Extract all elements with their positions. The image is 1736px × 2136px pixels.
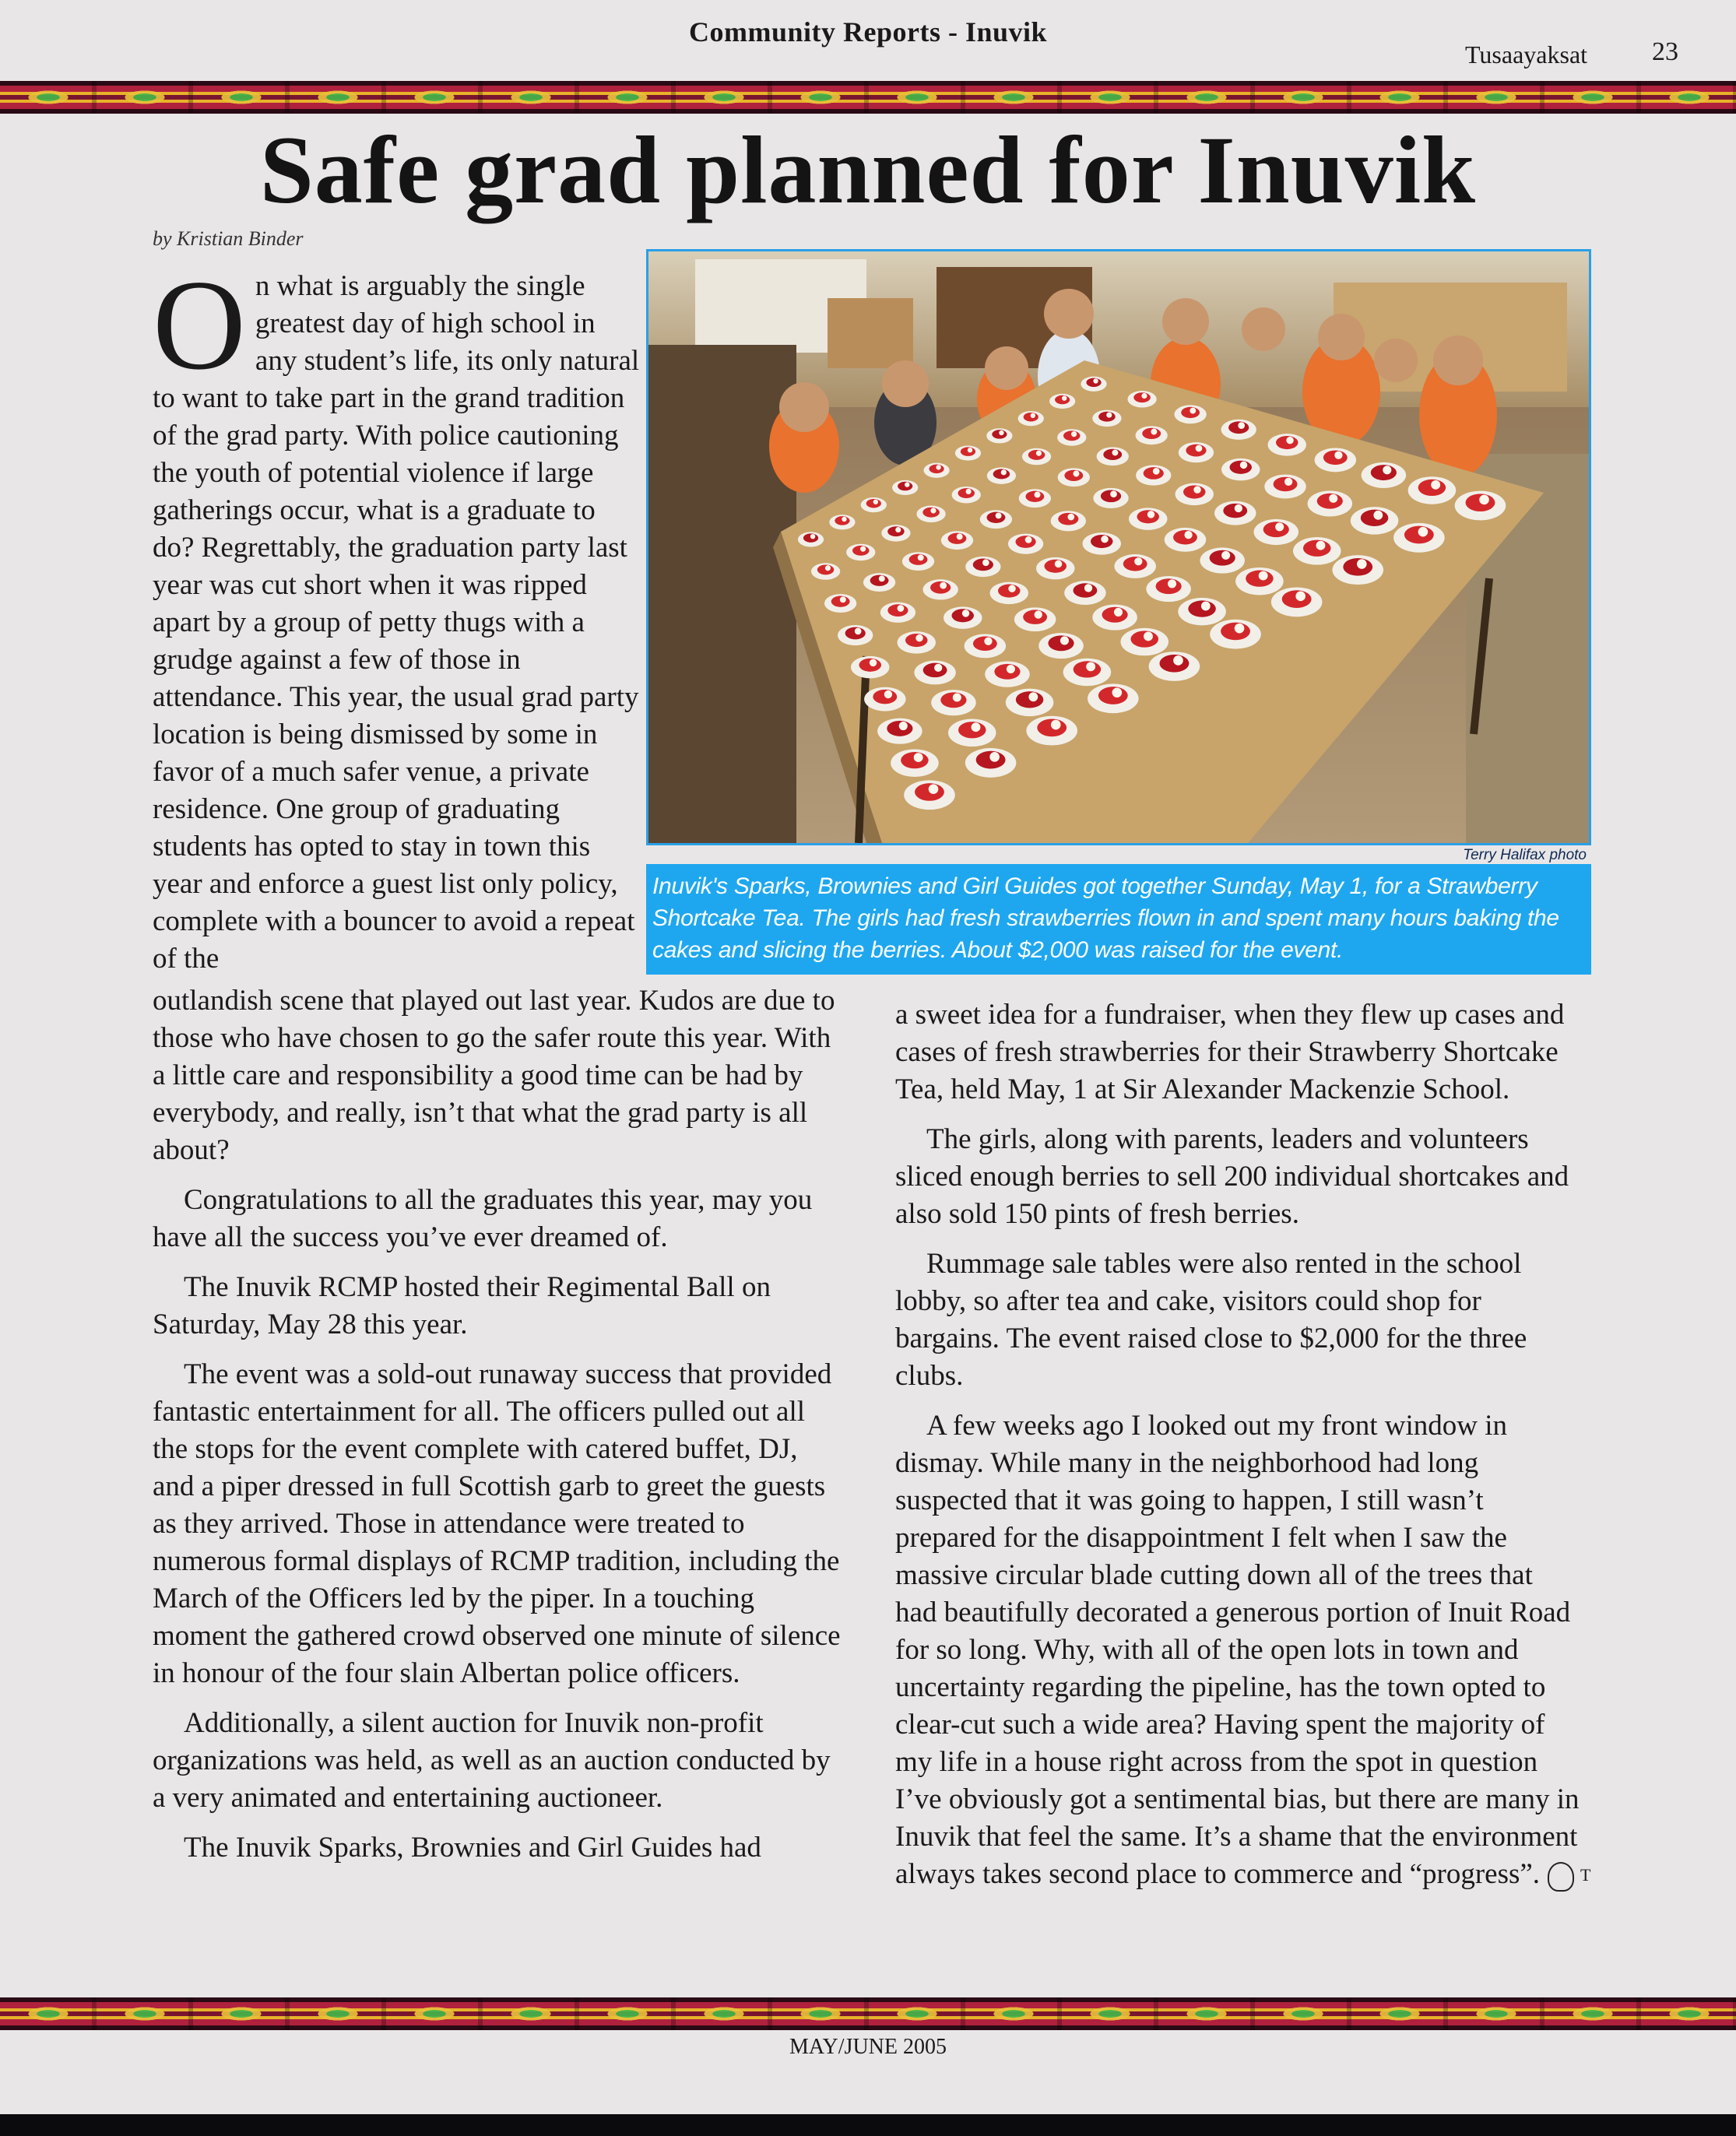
photo-caption: Inuvik's Sparks, Brownies and Girl Guides got together Sunday, May 1, for a Strawberry Shortcake Tea. The girls had fresh strawberries flown in and spent many hours baking the cakes and slicing the berries. About $2,000 was raised for the event. (646, 864, 1591, 975)
whipped-cream (1031, 413, 1035, 418)
decorative-band-bottom (0, 1997, 1736, 2030)
whipped-cream (1383, 465, 1391, 474)
whipped-cream (810, 534, 815, 539)
shortcake (915, 783, 944, 801)
paragraph-1: n what is arguably the single greatest day of high school in any student’s life, its only natural to want to take part in the grand tradition of the grad party. With police cautioning the youth of potential violence if large gatherings occur, what is a graduate to do? Regrettably, the graduation party last year was cut short when it was ripped apart by a group of petty thugs with a grudge against a few of those in attendance. This year, the usual grad party location is being dismissed by some in favor of a much safer venue, a private residence. One group of graduating students has opted to stay in town this year and enforce a guest list only policy, complete with a bouncer to avoid a repeat of the (153, 270, 640, 975)
whipped-cream (1286, 437, 1294, 444)
shortcake (1361, 510, 1389, 526)
whipped-cream (1001, 469, 1007, 475)
byline: by Kristian Binder (153, 227, 304, 250)
shortcake (1133, 392, 1151, 402)
whipped-cream (855, 628, 862, 635)
whipped-cream (1067, 514, 1074, 521)
shortcake (1230, 461, 1253, 474)
shortcake (998, 584, 1021, 597)
whipped-cream (1051, 720, 1061, 730)
whipped-cream (1144, 632, 1153, 641)
whipped-cream (1221, 551, 1230, 560)
whipped-cream (1112, 450, 1118, 456)
whipped-cream (957, 533, 963, 539)
shortcake (1303, 540, 1331, 557)
shortcake (873, 690, 897, 704)
shortcake (859, 659, 882, 672)
whipped-cream (1074, 470, 1080, 476)
shortcake (1183, 485, 1206, 498)
whipped-cream (1071, 431, 1077, 437)
shortcake (1074, 583, 1098, 598)
whipped-cream (895, 527, 901, 532)
shortcake (1055, 395, 1070, 405)
shortcake (1188, 600, 1216, 617)
shortcake (1466, 494, 1495, 511)
whipped-cream (1008, 585, 1016, 592)
shortcake (1016, 536, 1036, 548)
whipped-cream (999, 430, 1003, 435)
whipped-cream (1106, 412, 1112, 417)
whipped-cream (879, 575, 885, 581)
whipped-cream (1114, 608, 1123, 617)
magazine-name: Tusaayaksat (1465, 40, 1588, 69)
whipped-cream (1259, 571, 1268, 581)
shortcake (1025, 491, 1044, 502)
paragraph-3: The Inuvik RCMP hosted their Regimental Ball on Saturday, May 28 this year. (153, 1271, 771, 1340)
paragraph-1-continued: outlandish scene that played out last year. Kudos are due to those who have chosen to go the safer route this year. With a little care and responsibility a good time can be had by everybody, and really, isn’t that what the grad party is all about? (153, 985, 835, 1166)
whipped-cream (873, 500, 878, 504)
whipped-cream (936, 465, 940, 469)
whipped-cream (984, 638, 992, 645)
whipped-cream (1025, 536, 1032, 543)
whipped-cream (1101, 536, 1109, 543)
drop-cap: O (153, 253, 246, 396)
shortcake (1317, 494, 1343, 509)
whipped-cream (1238, 422, 1245, 429)
whipped-cream (1418, 527, 1429, 537)
whipped-cream (918, 554, 924, 560)
shortcake (1221, 623, 1250, 641)
shortcake (1137, 510, 1160, 523)
whipped-cream (1240, 462, 1248, 469)
shortcake (1160, 655, 1190, 673)
whipped-cream (1093, 378, 1098, 383)
whipped-cream (1235, 504, 1242, 512)
column-left-top (153, 253, 643, 990)
paragraph-6-continued: a sweet idea for a fundraiser, when they flew up cases and cases of fresh strawberries for their Strawberry Shortcake Tea, held May, 1 at Sir Alexander Mackenzie School. (895, 999, 1565, 1105)
shortcake (866, 499, 881, 508)
whipped-cream (1334, 451, 1342, 459)
section-title: Community Reports - Inuvik (688, 16, 1048, 47)
shortcake (1228, 421, 1249, 434)
article-headline: Safe grad planned for Inuvik (259, 117, 1477, 223)
whipped-cream (1184, 531, 1192, 539)
whipped-cream (860, 546, 866, 552)
whipped-cream (1036, 451, 1042, 456)
issue-date: MAY/JUNE 2005 (789, 2035, 947, 2059)
shortcake (905, 634, 928, 647)
shortcake (1064, 470, 1083, 481)
whipped-cream (1173, 655, 1183, 666)
whipped-cream (905, 482, 909, 487)
whipped-cream (898, 605, 905, 612)
whipped-cream (825, 565, 831, 571)
whipped-cream (982, 559, 989, 566)
band-pattern (0, 1997, 1736, 2030)
paragraph-4: The event was a sold-out runaway success that provided fantastic entertainment for all. The officers pulled out all the stops for the event complete with catered buffet, DJ, and a piper dressed in full Scottish garb to greet the guests as they arrived. Those in attendance were treated to numerous formal displays of RCMP tradition, including the March of the Officers led by the piper. In a touching moment the gathered crowd observed one minute of silence in honour of the four slain Albertan police officers. (153, 1358, 841, 1689)
photo-strawberry-shortcake-table (648, 251, 1589, 843)
whipped-cream (968, 448, 972, 452)
photo-credit: Terry Halifax photo (1463, 847, 1587, 863)
whipped-cream (1062, 395, 1067, 400)
whipped-cream (1329, 494, 1337, 503)
whipped-cream (1110, 490, 1117, 497)
shortcake (887, 604, 908, 617)
whipped-cream (1028, 692, 1038, 701)
shortcake (1173, 530, 1197, 545)
paragraph-8: Rummage sale tables were also rented in the school lobby, so after tea and cake, visitors could shop for bargains. The event raised close to $2,000 for the three clubs. (895, 1248, 1527, 1392)
whipped-cream (884, 690, 892, 698)
whipped-cream (1357, 559, 1367, 569)
decorative-band-top (0, 81, 1736, 114)
whipped-cream (1196, 445, 1203, 452)
whipped-cream (1060, 636, 1069, 645)
whipped-cream (1201, 602, 1211, 611)
whipped-cream (1055, 560, 1063, 568)
whipped-cream (953, 693, 961, 701)
whipped-cream (1035, 610, 1042, 618)
whipped-cream (934, 664, 942, 672)
whipped-cream (1147, 511, 1155, 518)
shortcake (1276, 436, 1298, 449)
whipped-cream (1190, 408, 1196, 414)
whipped-cream (962, 610, 970, 617)
shortcake (973, 559, 993, 571)
whipped-cream (1479, 495, 1489, 505)
whipped-cream (1153, 468, 1160, 475)
end-mark-icon: T (1548, 1862, 1574, 1892)
shortcake (993, 469, 1010, 480)
shortcake (1091, 535, 1113, 548)
whipped-cream (840, 596, 846, 603)
shortcake (929, 465, 944, 474)
shortcake (1263, 522, 1289, 537)
whipped-cream (1141, 393, 1147, 399)
whipped-cream (842, 517, 846, 522)
whipped-cream (1168, 579, 1176, 588)
whipped-cream (1112, 687, 1123, 697)
whipped-cream (929, 784, 939, 794)
whipped-cream (1084, 584, 1092, 592)
shortcake (1058, 513, 1078, 525)
shortcake (887, 721, 912, 736)
shortcake (992, 430, 1007, 439)
paragraph-9: A few weeks ago I looked out my front window in dismay. While many in the neighborhood had long suspected that it was going to happen, I still wasn’t prepared for the disappointment I felt when I saw the massive circular blade cutting down all of the trees that had beautifully decorated a generous portion of Inuit Road for so long. Why, with all of the open lots in town and uncertainty regarding the pipeline, has the town opted to clear-cut such a wide area? Having spent the majority of my life in a house right across from the spot in question I’ve obviously got a sentimental bias, but there are many in Inuvik that feel the same. It’s a shame that the environment always takes second place to commerce and “progress”. (895, 1410, 1580, 1890)
shortcake (1371, 465, 1397, 480)
shortcake (887, 526, 905, 536)
shortcake (961, 447, 975, 456)
whipped-cream (1193, 486, 1201, 494)
whipped-cream (1295, 592, 1306, 602)
article-photo (646, 249, 1591, 845)
whipped-cream (1431, 480, 1440, 490)
shortcake (948, 533, 967, 544)
whipped-cream (870, 659, 877, 667)
paragraph-2: Congratulations to all the graduates this year, may you have all the success you’ve ever dreamed of. (153, 1184, 813, 1253)
column-right (895, 996, 1591, 1906)
paragraph-5: Additionally, a silent auction for Inuvik non-profit organizations was held, as well as an auction conducted by a very animated and entertaining auctioneer. (153, 1707, 831, 1814)
whipped-cream (940, 582, 947, 589)
whipped-cream (1086, 662, 1095, 671)
band-pattern (0, 81, 1736, 114)
column-left-bottom (153, 982, 845, 1879)
whipped-cream (966, 489, 972, 494)
shortcake (1404, 526, 1434, 544)
whipped-cream (972, 722, 981, 732)
whipped-cream (1373, 511, 1383, 520)
whipped-cream (1235, 624, 1245, 634)
shortcake (1103, 449, 1122, 460)
whipped-cream (1134, 557, 1142, 565)
whipped-cream (914, 753, 923, 762)
shortcake (1343, 558, 1372, 576)
page-edge-shadow (0, 2114, 1736, 2136)
shortcake (1274, 477, 1298, 492)
shortcake (898, 482, 912, 491)
shortcake (1045, 560, 1067, 573)
whipped-cream (915, 634, 923, 642)
whipped-cream (989, 752, 1000, 762)
shortcake (901, 752, 929, 768)
whipped-cream (1284, 478, 1292, 486)
whipped-cream (1316, 541, 1326, 550)
shortcake (952, 609, 975, 622)
shortcake (1323, 451, 1348, 465)
whipped-cream (1275, 522, 1284, 531)
shortcake (994, 664, 1020, 680)
page-number: 23 (1652, 37, 1678, 66)
whipped-cream (1035, 491, 1041, 497)
whipped-cream (899, 722, 908, 730)
whipped-cream (930, 508, 936, 513)
paragraph-7: The girls, along with parents, leaders and volunteers sliced enough berries to sell 200 individual shortcakes and also sold 150 pints of fresh berries. (895, 1123, 1569, 1230)
shortcake (1131, 631, 1159, 647)
whipped-cream (1151, 429, 1157, 435)
whipped-cream (996, 512, 1002, 518)
shortcake (940, 692, 966, 708)
whipped-cream (1007, 665, 1015, 673)
paragraph-6: The Inuvik Sparks, Brownies and Girl Guides had (184, 1832, 761, 1864)
